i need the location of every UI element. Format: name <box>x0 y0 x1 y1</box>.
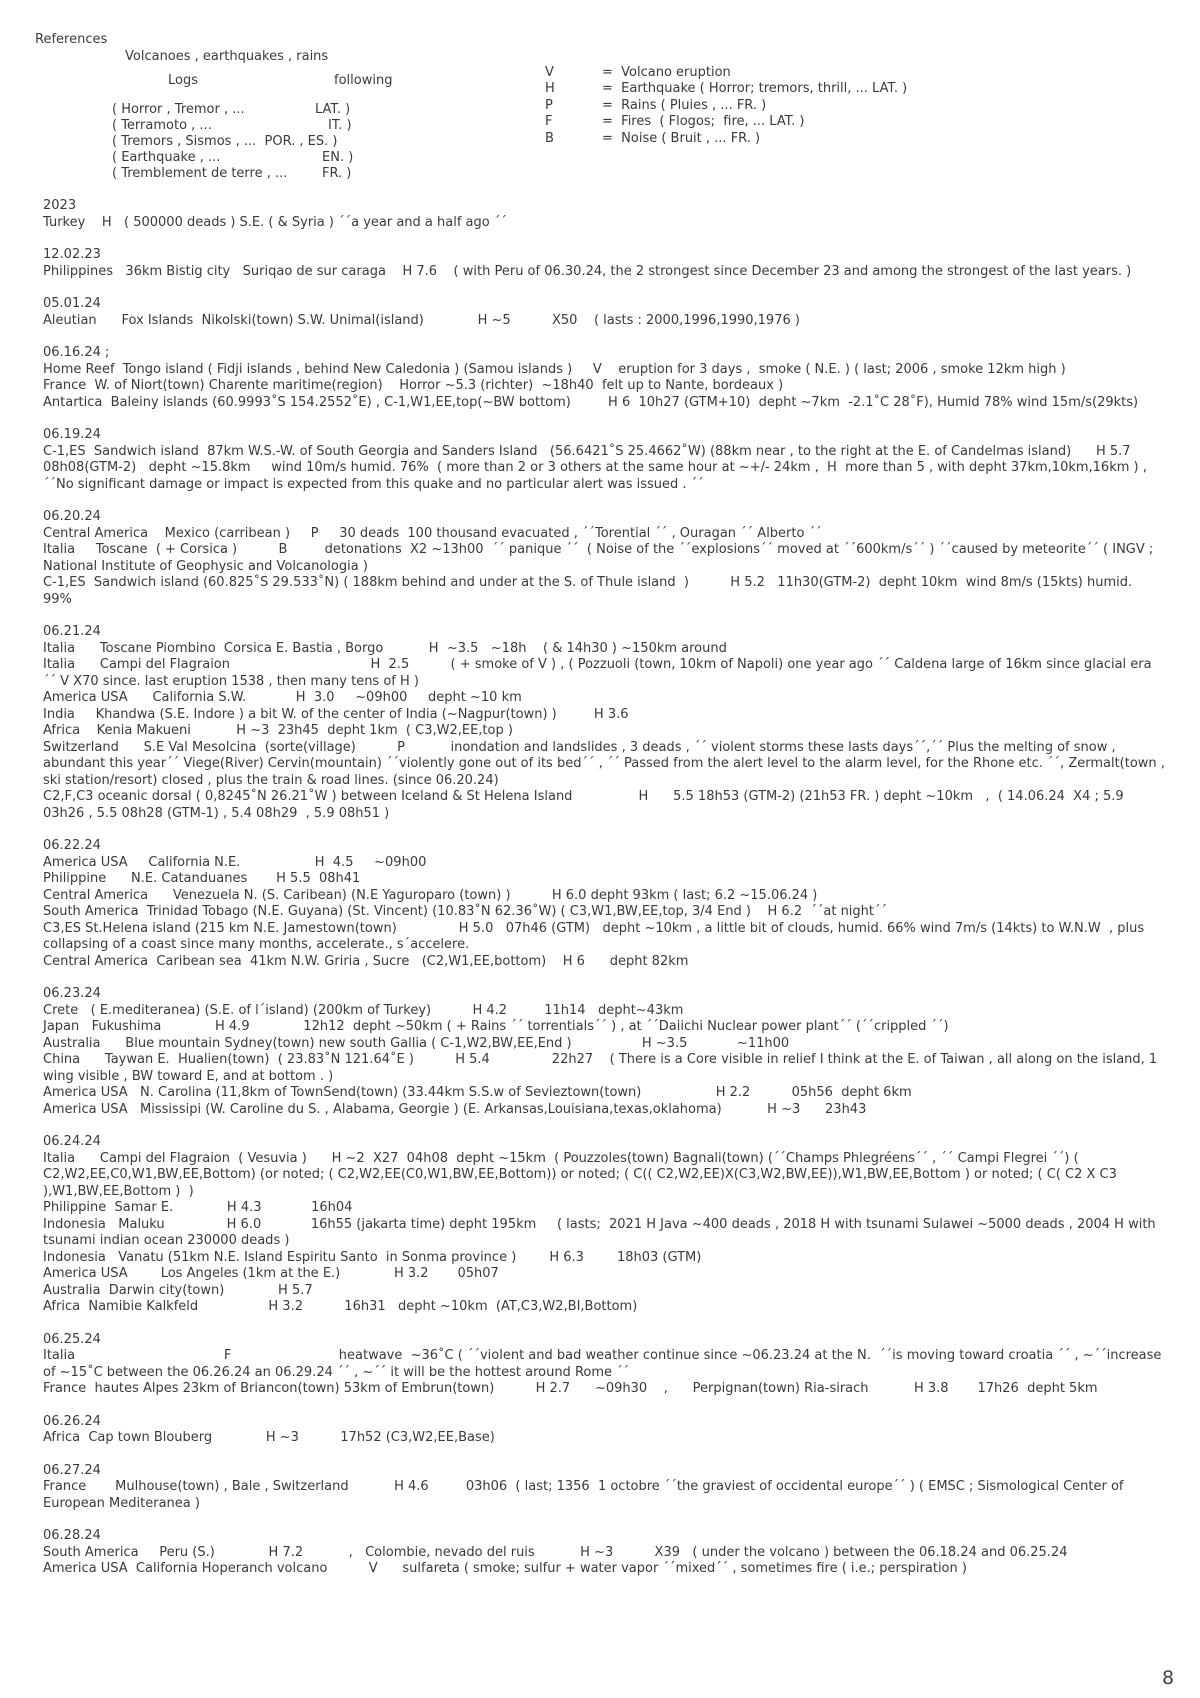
entry-line: Central America Mexico (carribean ) P 30 deads 100 thousand evacuated , ´´Torential ´´ , Ouragan ´´ Alberto ´´ <box>43 525 822 541</box>
language-item: ( Horror , Tremor , ... <box>112 102 245 117</box>
entry-date: 06.25.24 <box>43 1331 101 1347</box>
entry-date: 06.23.24 <box>43 986 101 1001</box>
log-entry <box>43 838 1165 970</box>
language-code: LAT. ) <box>315 102 351 117</box>
legend-letter: P <box>545 98 553 113</box>
entry-line: Italia Toscane Piombino Corsica E. Bastia , Borgo H ~3.5 ~18h ( & 14h30 ) ~150km around <box>43 640 727 656</box>
entry-line: Philippine Samar E. H 4.3 16h04 <box>43 1200 353 1215</box>
log-entry <box>43 1414 1165 1447</box>
entry-line: C-1,ES Sandwich island (60.825˚S 29.533˚N) ( 188km behind and under at the S. of Thule island ) H 5.2 11h30(GTM-2) depht 10km wind 8m/s (15kts) humid. 99% <box>43 575 1137 607</box>
entry-line: America USA Mississipi (W. Caroline du S. , Alabama, Georgie ) (E. Arkansas,Louisiana,texas,oklahoma) H ~3 23h43 <box>43 1101 867 1117</box>
entry-line: Africa Namibie Kalkfeld H 3.2 16h31 depht ~10km (AT,C3,W2,BI,Bottom) <box>43 1299 638 1314</box>
log-entry <box>43 198 1165 231</box>
legend-letter: B <box>545 131 554 146</box>
entry-line: France hautes Alpes 23km of Briancon(town) 53km of Embrun(town) H 2.7 ~09h30 , Perpignan(town) Ria-sirach H 3.8 17h26 depht 5km <box>43 1381 1098 1396</box>
logs-label: Logs <box>168 73 198 88</box>
language-item: ( Terramoto , ... <box>112 118 212 133</box>
legend-text: = Earthquake ( Horror; tremors, thrill, ... LAT. ) <box>602 81 908 96</box>
entry-date: 06.26.24 <box>43 1413 101 1429</box>
entry-line: South America Trinidad Tobago (N.E. Guyana) (St. Vincent) (10.83˚N 62.36˚W) ( C3,W1,BW,EE,top, 3/4 End ) H 6.2 ´´at night´´ <box>43 904 888 919</box>
language-item: ( Tremblement de terre , ... <box>112 166 288 181</box>
entry-line: Central America Caribean sea 41km N.W. Griria , Sucre (C2,W1,EE,bottom) H 6 depht 82km <box>43 953 689 969</box>
entry-date: 06.21.24 <box>43 624 101 639</box>
entry-line: Africa Cap town Blouberg H ~3 17h52 (C3,W2,EE,Base) <box>43 1430 495 1445</box>
legend-letter: V <box>545 65 554 80</box>
log-entry <box>43 1528 1165 1578</box>
entry-date: 06.20.24 <box>43 509 101 524</box>
page-number: 8 <box>1162 1667 1175 1689</box>
log-entry <box>43 1332 1165 1398</box>
language-code: EN. ) <box>322 150 354 165</box>
log-entry <box>43 345 1165 411</box>
entry-date: 06.24.24 <box>43 1134 101 1149</box>
entry-line: Indonesia Vanatu (51km N.E. Island Espiritu Santo in Sonma province ) H 6.3 18h03 (GTM) <box>43 1249 702 1265</box>
log-entry <box>43 986 1165 1118</box>
entry-line: America USA California N.E. H 4.5 ~09h00 <box>43 854 427 870</box>
following-label: following <box>334 73 393 88</box>
entry-line: C3,ES St.Helena island (215 km N.E. Jamestown(town) H 5.0 07h46 (GTM) depht ~10km , a little bit of clouds, humid. 66% wind 7m/s (14kts) to W.N.W , plus collapsing of a coast since many months, accelerate., s´accelere. <box>43 920 1149 952</box>
entry-line: Italia Campi del Flagraion H 2.5 ( + smoke of V ) , ( Pozzuoli (town, 10km of Napoli) one year ago ´´ Caldena large of 16km since glacial era ´´ V X70 since. last eruption 1538 , then many tens of H ) <box>43 657 1156 689</box>
entry-date: 2023 <box>43 198 77 213</box>
log-entries <box>43 198 1170 1594</box>
subtitle-volcanoes: Volcanoes , earthquakes , rains <box>125 49 329 64</box>
log-entry <box>43 247 1165 280</box>
entry-line: C-1,ES Sandwich island 87km W.S.-W. of South Georgia and Sanders Island (56.6421˚S 25.4662˚W) (88km near , to the right at the E. of Candelmas island) H 5.7 08h08(GTM-2) depht ~15.8km wind 10m/s humid. 76% ( more than 2 or 3 others at the same hour at ~+/- 24km , H more than 5 , with depht 37km,10km,16km ) , ´´No significant damage or impact is expected from this quake and no particular alert was issued . ´´ <box>43 443 1156 492</box>
entry-line: South America Peru (S.) H 7.2 , Colombie, nevado del ruis H ~3 X39 ( under the volcano ) between the 06.18.24 and 06.25.24 <box>43 1544 1068 1560</box>
entry-date: 06.27.24 <box>43 1462 101 1478</box>
entry-line: America USA California S.W. H 3.0 ~09h00 depht ~10 km <box>43 690 522 705</box>
log-entry <box>43 1463 1165 1513</box>
entry-line: America USA N. Carolina (11,8km of TownSend(town) (33.44km S.S.w of Sevieztown(town) H 2.2 05h56 depht 6km <box>43 1085 912 1100</box>
entry-date: 05.01.24 <box>43 296 101 311</box>
entry-line: France Mulhouse(town) , Bale , Switzerland H 4.6 03h06 ( last; 1356 1 octobre ´´the graviest of occidental europe´´ ) ( EMSC ; Sismological Center of European Mediteranea ) <box>43 1479 1128 1511</box>
entry-line: Switzerland S.E Val Mesolcina (sorte(village) P inondation and landslides , 3 deads , ´´ violent storms these lasts days´´,´´ Plus the melting of snow , abundant this year´´ Viege(River) Cervin(mountain) ´´violently gone out of its bed´´ , ´´ Passed from the alert level to the alarm level, for the Rhone etc. ´´, Zermalt(town , ski station/resort) closed , plus the train & road lines. (since 06.20.24) <box>43 739 1170 788</box>
entry-line: Italia F heatwave ~36˚C ( ´´violent and bad weather continue since ~06.23.24 at the N. ´´is moving toward croatia ´´ , ~´´increase of ~15˚C between the 06.26.24 an 06.29.24 ´´ , ~´´ it will be the hottest around Rome ´´ <box>43 1348 1166 1380</box>
entry-date: 06.28.24 <box>43 1528 101 1543</box>
legend-text: = Noise ( Bruit , ... FR. ) <box>602 131 761 146</box>
log-entry <box>43 509 1165 608</box>
entry-date: 06.19.24 <box>43 427 101 442</box>
entry-line: Australia Blue mountain Sydney(town) new south Gallia ( C-1,W2,BW,EE,End ) H ~3.5 ~11h00 <box>43 1035 790 1051</box>
entry-line: Home Reef Tongo island ( Fidji islands , behind New Caledonia ) (Samou islands ) V eruption for 3 days , smoke ( N.E. ) ( last; 2006 , smoke 12km high ) <box>43 361 1066 377</box>
entry-date: 12.02.23 <box>43 247 101 262</box>
language-code: FR. ) <box>322 166 352 181</box>
entry-line: America USA California Hoperanch volcano V sulfareta ( smoke; sulfur + water vapor ´´mixed´´ , sometimes fire ( i.e.; perspiration ) <box>43 1561 967 1576</box>
legend-text: = Volcano eruption <box>602 65 731 80</box>
entry-line: France W. of Niort(town) Charente maritime(region) Horror ~5.3 (richter) ~18h40 felt up to Nante, bordeaux ) <box>43 378 784 393</box>
entry-line: Africa Kenia Makueni H ~3 23h45 depht 1km ( C3,W2,EE,top ) <box>43 723 513 738</box>
entry-line: India Khandwa (S.E. Indore ) a bit W. of the center of India (~Nagpur(town) ) H 3.6 <box>43 706 629 722</box>
entry-date: 06.16.24 ; <box>43 345 110 360</box>
entry-line: Italia Toscane ( + Corsica ) B detonations X2 ~13h00 ´´ panique ´´ ( Noise of the ´´explosions´´ moved at ´´600km/s´´ ) ´´caused by meteorite´´ ( INGV ; National Institute of Geophysic and Volcanologia ) <box>43 542 1162 574</box>
language-code: IT. ) <box>328 118 352 133</box>
log-entry <box>43 624 1170 822</box>
entry-line: China Taywan E. Hualien(town) ( 23.83˚N 121.64˚E ) H 5.4 22h27 ( There is a Core visible in relief I think at the E. of Taiwan , all along on the island, 1 wing visible , BW toward E, and at bottom . ) <box>43 1052 1162 1084</box>
entry-line: America USA Los Angeles (1km at the E.) H 3.2 05h07 <box>43 1266 499 1281</box>
entry-line: Turkey H ( 500000 deads ) S.E. ( & Syria ) ´´a year and a half ago ´´ <box>43 214 507 230</box>
language-item: ( Earthquake , ... <box>112 150 221 165</box>
legend-letter: H <box>545 81 555 96</box>
entry-line: Central America Venezuela N. (S. Caribean) (N.E Yaguroparo (town) ) H 6.0 depht 93km ( last; 6.2 ~15.06.24 ) <box>43 887 818 903</box>
legend-text: = Fires ( Flogos; fire, ... LAT. ) <box>602 114 805 129</box>
entry-date: 06.22.24 <box>43 838 101 853</box>
legend-text: = Rains ( Pluies , ... FR. ) <box>602 98 767 113</box>
entry-line: Philippine N.E. Catanduanes H 5.5 08h41 <box>43 871 361 886</box>
entry-line: Antartica Baleiny islands (60.9993˚S 154.2552˚E) , C-1,W1,EE,top(~BW bottom) H 6 10h27 (GTM+10) depht ~7km -2.1˚C 28˚F), Humid 78% wind 15m/s(29kts) <box>43 394 1139 410</box>
entry-line: Australia Darwin city(town) H 5.7 <box>43 1282 313 1298</box>
entry-line: Japan Fukushima H 4.9 12h12 depht ~50km ( + Rains ´´ torrentials´´ ) , at ´´Daiichi Nuclear power plant´´ (´´crippled ´´) <box>43 1019 949 1034</box>
entry-line: Italia Campi del Flagraion ( Vesuvia ) H ~2 X27 04h08 depht ~15km ( Pouzzoles(town) Bagnali(town) (´´Champs Phlegréens´´ , ´´ Campi Flegrei ´´) ( C2,W2,EE,C0,W1,BW,EE,Bottom) (or noted; ( C2,W2,EE(C0,W1,BW,EE,Bottom)) or noted; ( C(( C2,W2,EE)X(C3,W2,BW,EE)),W1,BW,EE,Bottom ) or noted; ( C( C2 X C3 ),W1,BW,EE,Bottom ) ) <box>43 1150 1122 1199</box>
entry-line: Crete ( E.mediteranea) (S.E. of l´island) (200km of Turkey) H 4.2 11h14 depht~43km <box>43 1002 684 1018</box>
references-heading: References <box>35 32 108 47</box>
log-entry <box>43 427 1165 493</box>
language-item: ( Tremors , Sismos , ... POR. , ES. ) <box>112 134 338 149</box>
entry-line: Indonesia Maluku H 6.0 16h55 (jakarta time) depht 195km ( lasts; 2021 H Java ~400 deads , 2018 H with tsunami Sulawei ~5000 deads , 2004 H with tsunami indian ocean 230000 deads ) <box>43 1216 1160 1248</box>
log-entry <box>43 296 1165 329</box>
legend-letter: F <box>545 114 553 129</box>
entry-line: C2,F,C3 oceanic dorsal ( 0,8245˚N 26.21˚W ) between Iceland & St Helena Island H 5.5 18h53 (GTM-2) (21h53 FR. ) depht ~10km , ( 14.06.24 X4 ; 5.9 03h26 , 5.5 08h28 (GTM-1) , 5.4 08h29 , 5.9 08h51 ) <box>43 789 1128 821</box>
entry-line: Philippines 36km Bistig city Suriqao de sur caraga H 7.6 ( with Peru of 06.30.24, the 2 strongest since December 23 and among the strongest of the last years. ) <box>43 263 1132 279</box>
log-entry <box>43 1134 1165 1316</box>
entry-line: Aleutian Fox Islands Nikolski(town) S.W. Unimal(island) H ~5 X50 ( lasts : 2000,1996,1990,1976 ) <box>43 312 800 328</box>
